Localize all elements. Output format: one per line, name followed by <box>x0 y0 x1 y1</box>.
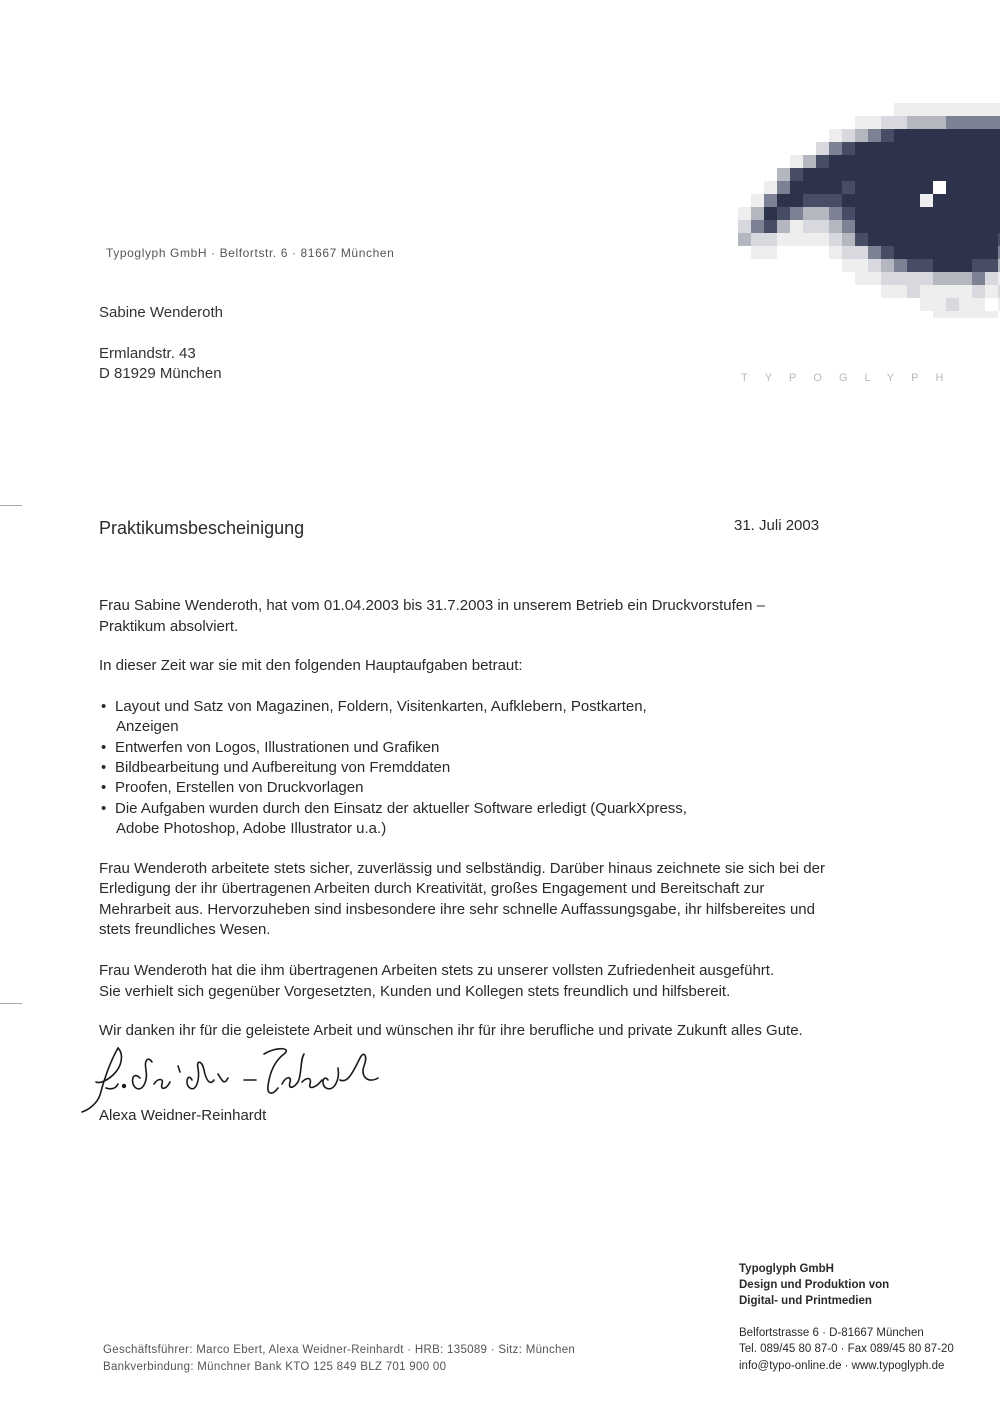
eye-pixel <box>933 168 946 181</box>
eye-pixel <box>868 272 881 285</box>
eye-pixel <box>894 155 907 168</box>
eye-highlight <box>933 181 946 194</box>
eye-pixel <box>816 181 829 194</box>
eye-pixel <box>933 142 946 155</box>
eye-pixel <box>881 142 894 155</box>
eye-pixel <box>842 246 855 259</box>
task-item <box>101 779 363 796</box>
eye-pixel <box>907 168 920 181</box>
eye-pixel <box>933 233 946 246</box>
eye-pixel <box>816 168 829 181</box>
eye-pixel <box>816 194 829 207</box>
eye-pixel <box>933 103 946 116</box>
eye-pixel <box>790 181 803 194</box>
eye-pixel <box>842 142 855 155</box>
eye-pixel <box>803 233 816 246</box>
eye-pixel <box>959 103 972 116</box>
eye-pixel <box>868 233 881 246</box>
eye-pixel <box>959 181 972 194</box>
eye-pixel <box>829 168 842 181</box>
eye-pixel <box>855 272 868 285</box>
eye-pixel <box>842 155 855 168</box>
eye-pixel <box>777 207 790 220</box>
eye-pixel <box>855 129 868 142</box>
eye-pixel <box>933 116 946 129</box>
eye-pixel <box>946 259 959 272</box>
task-item <box>101 800 687 817</box>
eye-pixel <box>985 311 998 318</box>
eye-pixel <box>959 168 972 181</box>
eye-pixel <box>855 233 868 246</box>
eye-pixel <box>907 285 920 298</box>
footer-phone: Tel. 089/45 80 87-0 · Fax 089/45 80 87-20 <box>739 1343 954 1355</box>
fold-mark-bottom <box>0 1003 22 1004</box>
eye-pixel <box>959 116 972 129</box>
eye-pixel <box>933 220 946 233</box>
eye-pixel <box>803 194 816 207</box>
eye-pixel <box>959 246 972 259</box>
eye-pixel <box>829 207 842 220</box>
eye-pixel <box>816 155 829 168</box>
eye-pixel <box>790 220 803 233</box>
eye-pixel <box>985 272 998 285</box>
eye-pixel <box>920 194 933 207</box>
eye-pixel <box>933 285 946 298</box>
eye-pixel <box>894 220 907 233</box>
eye-pixel <box>764 194 777 207</box>
eye-pixel <box>868 207 881 220</box>
eye-pixel <box>907 207 920 220</box>
bullet-icon: • <box>101 779 107 796</box>
bullet-icon: • <box>101 698 107 715</box>
eye-pixel <box>842 194 855 207</box>
eye-pixel <box>894 194 907 207</box>
eye-pixel <box>855 168 868 181</box>
eye-pixel <box>907 142 920 155</box>
eye-pixel <box>959 220 972 233</box>
eye-pixel <box>855 246 868 259</box>
task-text: Bildbearbeitung und Aufbereitung von Fremddaten <box>115 759 451 776</box>
eye-pixel <box>855 207 868 220</box>
eye-pixel <box>972 116 985 129</box>
eye-pixel <box>868 259 881 272</box>
conduct-line: Sie verhielt sich gegenüber Vorgesetzten, Kunden und Kollegen stets freundlich und hilfsbereit. <box>99 983 731 1000</box>
intro-line: Praktikum absolviert. <box>99 618 239 635</box>
eye-pixel <box>920 298 933 311</box>
eye-pixel <box>907 129 920 142</box>
footer-tagline: Digital- und Printmedien <box>739 1295 872 1307</box>
eye-pixel <box>842 233 855 246</box>
eye-pixel <box>751 207 764 220</box>
eye-pixel <box>855 194 868 207</box>
eye-pixel <box>803 168 816 181</box>
eye-pixel <box>790 194 803 207</box>
intro-line: Frau Sabine Wenderoth, hat vom 01.04.2003 bis 31.7.2003 in unserem Betrieb ein Druckvorstufen – <box>99 597 765 614</box>
eye-pixel <box>764 220 777 233</box>
footer-company: Typoglyph GmbH <box>739 1263 834 1275</box>
eye-pixel <box>972 194 985 207</box>
eye-pixel <box>959 259 972 272</box>
handwritten-signature-icon <box>78 1040 398 1115</box>
eye-pixel <box>985 246 998 259</box>
eye-pixel <box>946 233 959 246</box>
eye-pixel <box>972 311 985 318</box>
eye-pixel <box>985 181 998 194</box>
eye-pixel <box>972 168 985 181</box>
eye-pixel <box>972 129 985 142</box>
eye-pixel <box>790 233 803 246</box>
eye-pixel <box>920 181 933 194</box>
eye-pixel <box>920 246 933 259</box>
eye-pixel <box>855 259 868 272</box>
eye-pixel <box>803 155 816 168</box>
eye-pixel <box>842 207 855 220</box>
eye-pixel <box>946 220 959 233</box>
letter-subject: Praktikumsbescheinigung <box>99 518 305 538</box>
eye-pixel <box>894 259 907 272</box>
eye-pixel <box>972 272 985 285</box>
eye-pixel <box>933 298 946 311</box>
eye-pixel <box>933 129 946 142</box>
eye-pixel <box>946 311 959 318</box>
eye-pixel <box>946 116 959 129</box>
eye-pixel <box>881 116 894 129</box>
eye-pixel <box>803 181 816 194</box>
eye-pixel <box>907 259 920 272</box>
footer-web: info@typo-online.de · www.typoglyph.de <box>739 1360 945 1372</box>
eye-pixel <box>894 116 907 129</box>
eye-pixel <box>764 207 777 220</box>
eye-pixel <box>959 311 972 318</box>
eye-pixel <box>881 259 894 272</box>
eye-pixel <box>894 129 907 142</box>
eye-pixel <box>985 259 998 272</box>
eye-pixel <box>777 233 790 246</box>
eye-pixel <box>829 155 842 168</box>
eye-pixel <box>751 194 764 207</box>
recipient-city: D 81929 München <box>99 365 222 382</box>
eye-pixel <box>959 272 972 285</box>
eye-pixel <box>881 246 894 259</box>
eye-pixel <box>881 129 894 142</box>
eye-pixel <box>907 194 920 207</box>
eye-pixel <box>868 181 881 194</box>
eye-pixel <box>868 246 881 259</box>
task-item <box>101 698 647 715</box>
bullet-icon: • <box>101 739 107 756</box>
eye-pixel <box>842 181 855 194</box>
eye-pixel <box>894 181 907 194</box>
eye-pixel <box>894 285 907 298</box>
eye-pixel <box>985 168 998 181</box>
task-item <box>101 759 450 776</box>
eye-pixel <box>985 142 998 155</box>
eye-pixel <box>842 168 855 181</box>
eye-pixel <box>881 194 894 207</box>
eye-pixel <box>946 155 959 168</box>
eye-pixel <box>894 142 907 155</box>
eye-pixel <box>972 246 985 259</box>
eye-pixel <box>920 220 933 233</box>
eye-pixel <box>972 142 985 155</box>
eye-pixel <box>920 155 933 168</box>
eye-pixel <box>829 181 842 194</box>
eye-pixel <box>777 181 790 194</box>
eye-pixel <box>907 272 920 285</box>
eye-pixel <box>972 259 985 272</box>
eye-pixel <box>959 194 972 207</box>
task-item <box>101 739 439 756</box>
eye-pixel <box>790 207 803 220</box>
task-text: Layout und Satz von Magazinen, Foldern, Visitenkarten, Aufklebern, Postkarten, <box>115 698 647 715</box>
eye-pixel <box>985 103 998 116</box>
eye-pixel <box>855 116 868 129</box>
footer-bank: Bankverbindung: Münchner Bank KTO 125 849 BLZ 701 900 00 <box>103 1361 447 1373</box>
eye-pixel <box>933 207 946 220</box>
footer-management: Geschäftsführer: Marco Ebert, Alexa Weidner-Reinhardt · HRB: 135089 · Sitz: München <box>103 1344 576 1356</box>
eye-pixel <box>764 233 777 246</box>
eye-pixel <box>868 220 881 233</box>
assessment-line: Frau Wenderoth arbeitete stets sicher, zuverlässig und selbständig. Darüber hinaus zeichnete sie sich bei der <box>99 860 825 877</box>
eye-pixel <box>985 220 998 233</box>
eye-pixel <box>985 116 998 129</box>
eye-pixel <box>985 285 998 298</box>
eye-pixel <box>803 207 816 220</box>
eye-pixel <box>894 246 907 259</box>
eye-pixel <box>946 207 959 220</box>
eye-pixel <box>946 168 959 181</box>
eye-pixel <box>829 233 842 246</box>
eye-pixel <box>972 233 985 246</box>
eye-pixel <box>842 129 855 142</box>
eye-pixel <box>972 155 985 168</box>
eye-pixel <box>972 181 985 194</box>
eye-pixel <box>920 207 933 220</box>
eye-pixel <box>985 155 998 168</box>
eye-pixel <box>920 142 933 155</box>
eye-pixel <box>972 298 985 311</box>
eye-pixel <box>881 155 894 168</box>
eye-pixel <box>764 181 777 194</box>
eye-pixel <box>777 220 790 233</box>
eye-pixel <box>855 220 868 233</box>
eye-pixel <box>738 220 751 233</box>
eye-pixel <box>946 272 959 285</box>
eye-pixel <box>959 155 972 168</box>
eye-pixel <box>881 168 894 181</box>
eye-pixel <box>855 155 868 168</box>
eye-pixel <box>933 194 946 207</box>
eye-pixel <box>972 103 985 116</box>
eye-pixel <box>751 233 764 246</box>
fold-mark-top <box>0 505 22 506</box>
recipient-name: Sabine Wenderoth <box>99 304 223 321</box>
eye-pixel <box>816 233 829 246</box>
eye-pixel <box>829 220 842 233</box>
eye-pixel <box>959 298 972 311</box>
eye-pixel <box>868 129 881 142</box>
eye-pixel <box>881 220 894 233</box>
eye-pixel <box>868 168 881 181</box>
eye-pixel <box>764 246 777 259</box>
task-text: Entwerfen von Logos, Illustrationen und Grafiken <box>115 739 440 756</box>
eye-pixel <box>985 129 998 142</box>
sender-line: Typoglyph GmbH · Belfortstr. 6 · 81667 München <box>106 246 395 260</box>
eye-pixel <box>920 272 933 285</box>
eye-pixel <box>985 233 998 246</box>
eye-pixel <box>959 233 972 246</box>
eye-pixel <box>816 207 829 220</box>
eye-pixel <box>907 233 920 246</box>
eye-pixel <box>946 129 959 142</box>
eye-logo-icon <box>738 103 1000 318</box>
eye-pixel <box>816 142 829 155</box>
eye-pixel <box>946 181 959 194</box>
eye-pixel <box>933 272 946 285</box>
eye-pixel <box>946 194 959 207</box>
task-item-continuation: Anzeigen <box>116 718 179 735</box>
eye-pixel <box>920 129 933 142</box>
eye-pixel <box>959 142 972 155</box>
footer-address: Belfortstrasse 6 · D-81667 München <box>739 1327 924 1339</box>
eye-pixel <box>738 233 751 246</box>
brand-wordmark: TYPOGLYPH <box>741 372 961 384</box>
eye-pixel <box>829 194 842 207</box>
eye-pixel <box>777 168 790 181</box>
eye-pixel <box>907 103 920 116</box>
eye-pixel <box>972 285 985 298</box>
eye-pixel <box>920 103 933 116</box>
eye-pixel <box>751 246 764 259</box>
eye-pixel <box>855 142 868 155</box>
eye-pixel <box>920 116 933 129</box>
bullet-icon: • <box>101 759 107 776</box>
eye-pixel <box>933 259 946 272</box>
eye-pixel <box>777 194 790 207</box>
eye-pixel <box>894 168 907 181</box>
eye-pixel <box>790 155 803 168</box>
eye-pixel <box>868 142 881 155</box>
assessment-line: Mehrarbeit aus. Hervorzuheben sind insbesondere ihre sehr schnelle Auffassungsgabe, ihr hilfsbereites und <box>99 901 815 918</box>
letter-date: 31. Juli 2003 <box>734 517 820 534</box>
eye-pixel <box>946 285 959 298</box>
eye-pixel <box>868 155 881 168</box>
eye-pixel <box>868 116 881 129</box>
eye-pixel <box>803 220 816 233</box>
eye-pixel <box>959 285 972 298</box>
eye-pixel <box>868 194 881 207</box>
eye-pixel <box>894 233 907 246</box>
recipient-street: Ermlandstr. 43 <box>99 345 196 362</box>
eye-pixel <box>829 246 842 259</box>
eye-pixel <box>829 129 842 142</box>
eye-pixel <box>946 298 959 311</box>
eye-pixel <box>946 142 959 155</box>
eye-pixel <box>985 194 998 207</box>
eye-pixel <box>920 168 933 181</box>
eye-pixel <box>920 233 933 246</box>
conduct-line: Frau Wenderoth hat die ihm übertragenen Arbeiten stets zu unserer vollsten Zufriedenheit ausgeführt. <box>99 962 775 979</box>
eye-pixel <box>946 103 959 116</box>
closing-line: Wir danken ihr für die geleistete Arbeit und wünschen ihr für ihre berufliche und private Zukunft alles Gute. <box>99 1022 803 1039</box>
eye-pixel <box>946 246 959 259</box>
eye-pixel <box>751 220 764 233</box>
eye-pixel <box>842 259 855 272</box>
assessment-line: Erledigung der ihr übertragenen Arbeiten durch Kreativität, großes Engagement und Bereitschaft zur <box>99 880 765 897</box>
eye-pixel <box>881 272 894 285</box>
eye-pixel <box>933 155 946 168</box>
eye-pixel <box>881 285 894 298</box>
task-text: Die Aufgaben wurden durch den Einsatz der aktueller Software erledigt (QuarkXpress, <box>115 800 687 817</box>
eye-pixel <box>920 285 933 298</box>
footer-tagline: Design und Produktion von <box>739 1279 890 1291</box>
eye-pixel <box>907 181 920 194</box>
eye-pixel <box>790 168 803 181</box>
eye-pixel <box>907 116 920 129</box>
eye-pixel <box>829 142 842 155</box>
eye-pixel <box>881 233 894 246</box>
eye-pixel <box>933 246 946 259</box>
eye-pixel <box>985 207 998 220</box>
eye-pixel <box>842 220 855 233</box>
eye-pixel <box>907 220 920 233</box>
eye-pixel <box>816 220 829 233</box>
task-item-continuation: Adobe Photoshop, Adobe Illustrator u.a.) <box>116 820 387 837</box>
eye-pixel <box>972 220 985 233</box>
eye-pixel <box>933 311 946 318</box>
eye-pixel <box>738 207 751 220</box>
eye-pixel <box>907 155 920 168</box>
eye-pixel <box>972 207 985 220</box>
eye-pixel <box>881 207 894 220</box>
task-text: Proofen, Erstellen von Druckvorlagen <box>115 779 364 796</box>
eye-pixel <box>894 207 907 220</box>
tasks-intro: In dieser Zeit war sie mit den folgenden Hauptaufgaben betraut: <box>99 657 523 674</box>
eye-pixel <box>959 207 972 220</box>
eye-pixel <box>959 129 972 142</box>
signer-name: Alexa Weidner-Reinhardt <box>99 1107 267 1124</box>
eye-pixel <box>907 246 920 259</box>
eye-pixel <box>894 272 907 285</box>
eye-pixel <box>881 181 894 194</box>
bullet-icon: • <box>101 800 107 817</box>
eye-pixel <box>920 259 933 272</box>
assessment-line: stets freundliches Wesen. <box>99 921 271 938</box>
eye-pixel <box>894 103 907 116</box>
eye-pixel <box>855 181 868 194</box>
